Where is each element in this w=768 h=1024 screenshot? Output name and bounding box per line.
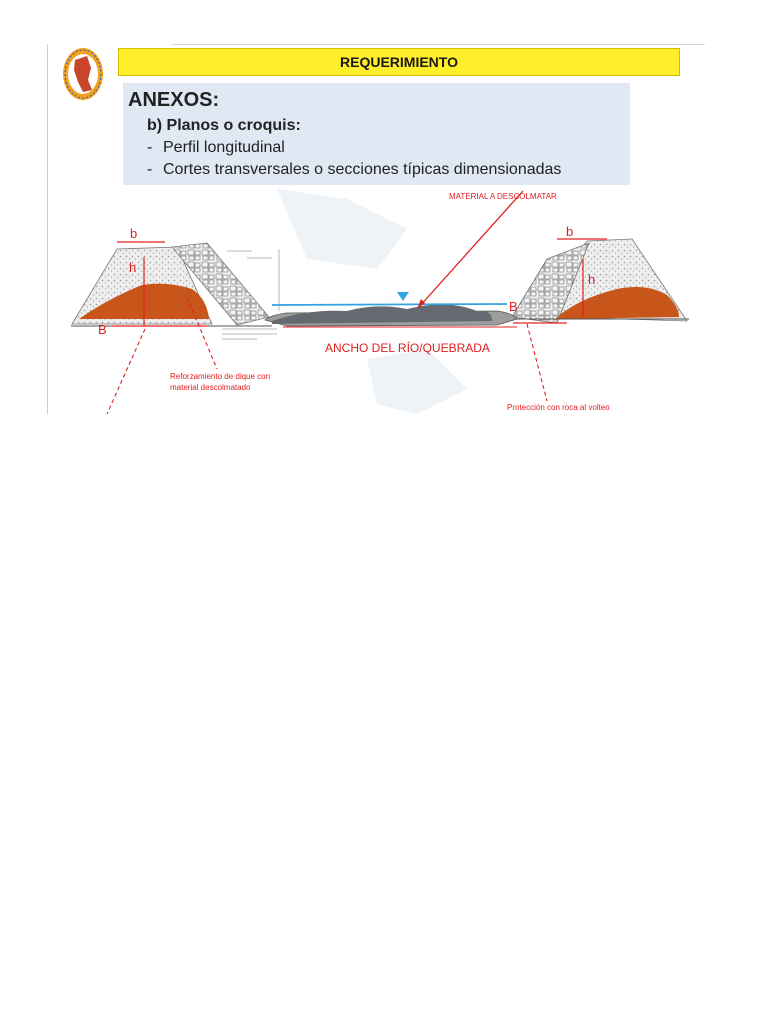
background-map <box>277 189 467 414</box>
annex-item-text: Perfil longitudinal <box>163 139 285 156</box>
annex-subtitle: b) Planos o croquis: <box>147 117 301 134</box>
protection-label: Protección con roca al volteo <box>507 403 610 412</box>
dim-B-right-label: B <box>509 299 518 314</box>
cross-section-drawing <box>47 189 705 414</box>
institution-logo-icon <box>61 46 105 102</box>
annex-item <box>147 139 285 157</box>
left-dike <box>71 243 272 326</box>
water-level-marker-icon <box>397 292 409 301</box>
material-pointer-arrow <box>419 191 523 307</box>
protection-leader <box>527 324 547 401</box>
right-dike <box>512 239 689 323</box>
banner-title: REQUERIMIENTO <box>118 48 680 76</box>
reinforce-label-line2: material descolmatado <box>170 383 251 392</box>
annex-box <box>123 83 630 185</box>
annex-item-bullet: - <box>147 139 153 156</box>
material-label: MATERIAL A DESCOLMATAR <box>449 192 557 201</box>
dim-h-right-label: h <box>588 272 596 287</box>
reinforce-label-line1: Reforzamiento de dique con <box>170 372 271 381</box>
dim-B-left-label: B <box>98 322 107 337</box>
slide <box>47 44 705 414</box>
annex-item-text: Cortes transversales o secciones típicas dimensionadas <box>163 161 562 178</box>
annex-title: ANEXOS: <box>128 89 220 111</box>
dim-b-right-label: b <box>566 224 574 239</box>
riverbed <box>265 249 517 326</box>
dim-h-left-label: h <box>129 260 137 275</box>
left-dike-leader <box>107 329 145 414</box>
dim-b-left-label: b <box>130 226 138 241</box>
river-width-label: ANCHO DEL RÍO/QUEBRADA <box>325 341 490 355</box>
top-rule <box>171 44 705 45</box>
annex-item-bullet: - <box>147 161 153 178</box>
water-level-line <box>272 304 507 305</box>
annex-item <box>147 161 561 179</box>
